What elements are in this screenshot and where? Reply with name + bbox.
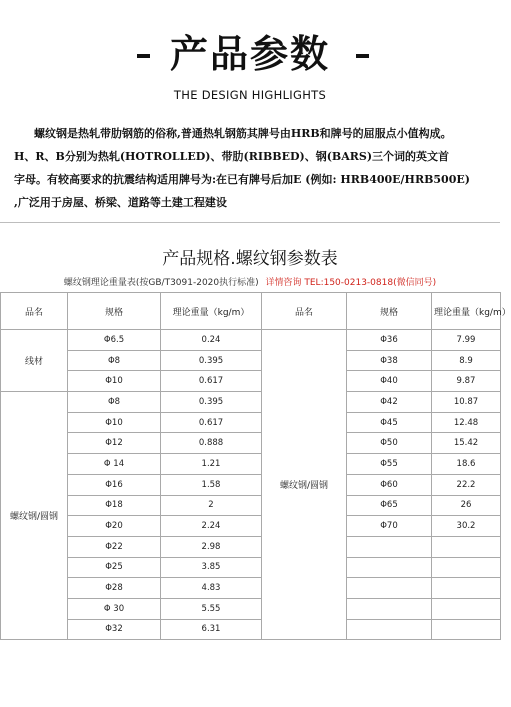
spec-cell: Φ42 [347,392,432,413]
spec-cell: Φ20 [68,516,161,537]
table-row [1,350,501,371]
spec-cell: Φ22 [68,536,161,557]
spec-cell: Φ45 [347,412,432,433]
weight-cell: 5.55 [161,598,262,619]
table-row [1,392,501,413]
table-row [1,371,501,392]
spec-cell [347,557,432,578]
group-name: 螺纹钢/圆钢 [1,392,68,640]
contact-text: 详情咨询 TEL:150-0213-0818(微信同号) [265,278,437,288]
spec-cell: Φ70 [347,516,432,537]
spec-cell: Φ6.5 [68,330,161,351]
table-row [1,495,501,516]
spec-cell: Φ16 [68,474,161,495]
spec-cell [347,598,432,619]
header [0,28,500,80]
standard-text: 螺纹钢理论重量表(按GB/T3091-2020执行标准) [63,278,259,288]
description-line: 字母。有较高要求的抗震结构适用牌号为:在已有牌号后加E (例如: HRB400E/HRB500E) [14,173,470,186]
spec-cell: Φ40 [347,371,432,392]
group-name: 螺纹钢/圆钢 [262,330,347,640]
weight-cell: 9.87 [432,371,501,392]
spec-cell [347,536,432,557]
section-divider [0,222,500,223]
spec-cell: Φ10 [68,371,161,392]
table-title: 产品规格.螺纹钢参数表 [162,249,338,269]
spec-cell: Φ8 [68,392,161,413]
spec-cell: Φ25 [68,557,161,578]
weight-cell: 0.24 [161,330,262,351]
page-title: 产品参数 [169,32,330,76]
weight-cell: 22.2 [432,474,501,495]
spec-table [0,292,511,640]
table-row [1,330,501,351]
table-row [1,454,501,475]
weight-cell: 30.2 [432,516,501,537]
weight-cell: 15.42 [432,433,501,454]
spec-cell [347,619,432,640]
description-line: ,广泛用于房屋、桥梁、道路等土建工程建设 [14,196,227,209]
spec-cell: Φ65 [347,495,432,516]
spec-cell: Φ38 [347,350,432,371]
table-row [1,557,501,578]
spec-cell: Φ36 [347,330,432,351]
weight-cell: 1.21 [161,454,262,475]
weight-cell [432,557,501,578]
weight-cell: 4.83 [161,578,262,599]
weight-cell: 2.98 [161,536,262,557]
header-name-right: 品名 [262,293,347,330]
header-spec-right: 规格 [347,293,432,330]
weight-cell: 3.85 [161,557,262,578]
weight-cell: 2.24 [161,516,262,537]
spec-cell: Φ18 [68,495,161,516]
weight-cell: 0.888 [161,433,262,454]
weight-cell: 0.395 [161,350,262,371]
weight-cell: 2 [161,495,262,516]
description-line: H、R、B分别为热轧(HOTROLLED)、带肋(RIBBED)、钢(BARS)三个词的英文首 [14,150,450,163]
weight-cell: 26 [432,495,501,516]
table-row [1,598,501,619]
table-header-row [1,293,501,330]
product-description [14,122,490,214]
standard-info [0,275,500,288]
weight-cell: 6.31 [161,619,262,640]
weight-cell: 18.6 [432,454,501,475]
weight-cell: 0.617 [161,371,262,392]
spec-cell: Φ55 [347,454,432,475]
weight-cell: 0.617 [161,412,262,433]
group-name: 线材 [1,330,68,392]
table-row [1,619,501,640]
table-row [1,474,501,495]
weight-cell [432,536,501,557]
spec-cell: Φ50 [347,433,432,454]
header-weight-right: 理论重量（kg/m） [432,293,501,330]
table-row [1,412,501,433]
table-row [1,516,501,537]
weight-cell: 8.9 [432,350,501,371]
title-dash-right [356,54,369,58]
spec-cell: Φ10 [68,412,161,433]
weight-cell [432,619,501,640]
weight-cell: 10.87 [432,392,501,413]
description-line: 螺纹钢是热轧带肋钢筋的俗称,普通热轧钢筋其牌号由HRB和牌号的屈服点小值构成。 [34,127,452,140]
header-name-left: 品名 [1,293,68,330]
weight-cell: 12.48 [432,412,501,433]
spec-cell: Φ 30 [68,598,161,619]
spec-cell: Φ 14 [68,454,161,475]
header-spec-left: 规格 [68,293,161,330]
header-weight-left: 理论重量（kg/m） [161,293,262,330]
spec-cell: Φ8 [68,350,161,371]
spec-cell [347,578,432,599]
weight-cell: 7.99 [432,330,501,351]
weight-cell [432,598,501,619]
spec-cell: Φ32 [68,619,161,640]
spec-cell: Φ12 [68,433,161,454]
table-row [1,536,501,557]
spec-cell: Φ28 [68,578,161,599]
weight-cell: 0.395 [161,392,262,413]
spec-cell: Φ60 [347,474,432,495]
page-subtitle: THE DESIGN HIGHLIGHTS [173,88,327,102]
table-row [1,578,501,599]
weight-cell: 1.58 [161,474,262,495]
table-row [1,433,501,454]
weight-cell [432,578,501,599]
